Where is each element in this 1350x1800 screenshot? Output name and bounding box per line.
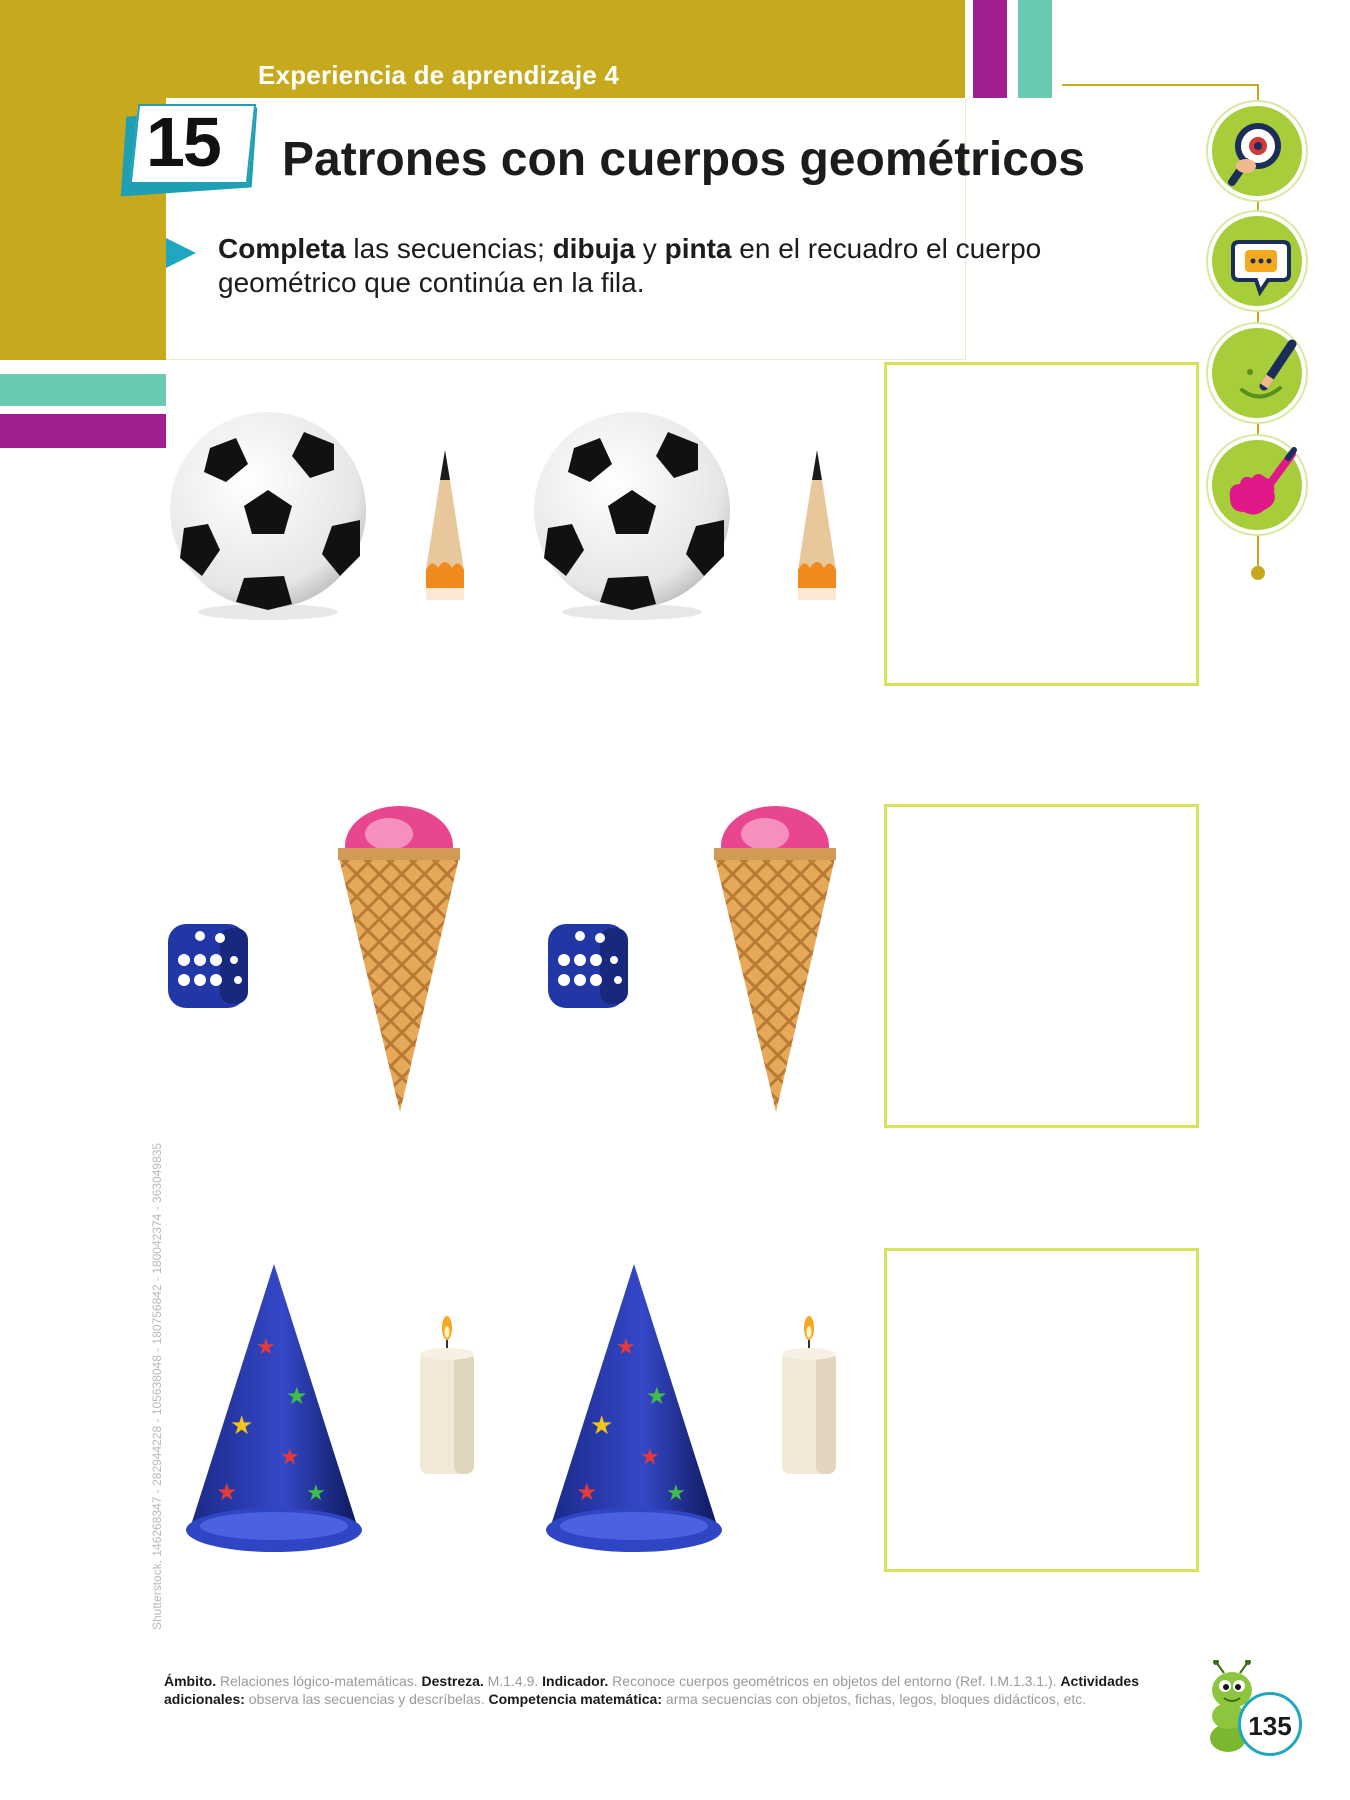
svg-text:★: ★ xyxy=(286,1382,308,1410)
svg-text:★: ★ xyxy=(256,1335,276,1360)
instruction-arrow-icon xyxy=(166,238,196,268)
pencil-image xyxy=(420,450,470,600)
lesson-number: 15 xyxy=(146,103,220,181)
svg-text:★: ★ xyxy=(616,1335,636,1360)
magnifier-icon xyxy=(1208,102,1306,200)
magenta-side-stripe xyxy=(0,414,166,448)
footer-label: Competencia matemática: xyxy=(488,1691,663,1707)
page-number-badge xyxy=(1238,1692,1302,1756)
page-number: 135 xyxy=(1248,1711,1292,1741)
svg-text:★: ★ xyxy=(280,1445,300,1470)
footer-label: Ámbito. xyxy=(164,1673,217,1689)
svg-text:★: ★ xyxy=(216,1478,238,1506)
footer-text: M.1.4.9. xyxy=(483,1673,543,1689)
pencil-image xyxy=(792,450,842,600)
speech-bubble-icon xyxy=(1208,212,1306,310)
svg-text:★: ★ xyxy=(640,1445,660,1470)
paint-hand-icon xyxy=(1208,436,1306,534)
rail-line xyxy=(1062,84,1258,86)
svg-text:★: ★ xyxy=(666,1481,686,1506)
image-credit: Shutterstock, 146268347 - 282944228 - 105638048 - 180756842 - 180042374 - 363049835 xyxy=(150,1142,164,1630)
ice-cream-cone-image xyxy=(710,804,840,1114)
footer-text: Relaciones lógico-matemáticas. xyxy=(216,1673,422,1689)
instruction-part: y xyxy=(635,233,665,264)
answer-box-row-3[interactable] xyxy=(884,1248,1199,1572)
answer-box-row-1[interactable] xyxy=(884,362,1199,686)
candle-image xyxy=(416,1316,478,1476)
ice-cream-cone-image xyxy=(334,804,464,1114)
svg-text:★: ★ xyxy=(230,1411,254,1441)
instruction-part: las secuencias; xyxy=(345,233,553,264)
die-image xyxy=(164,918,254,1014)
instruction-text xyxy=(218,232,1138,300)
candle-image xyxy=(778,1316,840,1476)
die-image xyxy=(544,918,634,1014)
experience-label: Experiencia de aprendizaje 4 xyxy=(258,60,620,90)
answer-box-row-2[interactable] xyxy=(884,804,1199,1128)
soccer-ball-image xyxy=(164,408,372,628)
svg-text:★: ★ xyxy=(576,1478,598,1506)
svg-text:★: ★ xyxy=(306,1481,326,1506)
soccer-ball-image xyxy=(528,408,736,628)
page-title: Patrones con cuerpos geométricos xyxy=(282,133,1085,186)
svg-text:★: ★ xyxy=(590,1411,614,1441)
teal-side-stripe xyxy=(0,374,166,406)
footer-notes xyxy=(164,1672,1192,1708)
magenta-stripe xyxy=(973,0,1007,98)
instruction-keyword: dibuja xyxy=(552,233,636,264)
party-hat-image xyxy=(546,1264,724,1564)
lesson-number-badge xyxy=(118,96,268,196)
instruction-part: en el recuadro el cuerpo geométrico que continúa en la fila. xyxy=(218,233,1042,298)
instruction-keyword: Completa xyxy=(218,233,346,264)
teal-stripe xyxy=(1018,0,1052,98)
instruction-keyword: pinta xyxy=(664,233,732,264)
footer-label: Actividades adicionales: xyxy=(164,1673,1140,1707)
footer-text: arma secuencias con objetos, fichas, legos, bloques didácticos, etc. xyxy=(662,1691,1087,1707)
footer-label: Indicador. xyxy=(542,1673,609,1689)
footer-text: observa las secuencias y descríbelas. xyxy=(244,1691,489,1707)
footer-label: Destreza. xyxy=(421,1673,484,1689)
footer-text: Reconoce cuerpos geométricos en objetos del entorno (Ref. I.M.1.3.1.). xyxy=(608,1673,1061,1689)
svg-text:★: ★ xyxy=(646,1382,668,1410)
rail-dot xyxy=(1251,566,1265,580)
pencil-smile-icon xyxy=(1208,324,1306,422)
party-hat-image xyxy=(186,1264,364,1564)
